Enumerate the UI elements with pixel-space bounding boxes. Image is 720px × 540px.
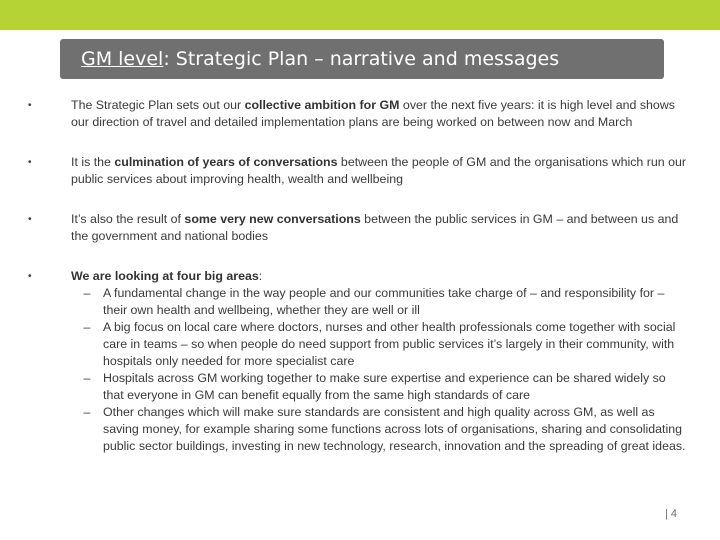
- sub-bullet-text: Hospitals across GM working together to make sure expertise and experience can be shared widely so that everyone in GM can benefit equally from the same high standards of care: [103, 371, 666, 402]
- bullet-text-pre: It’s also the result of: [71, 212, 185, 226]
- bullet-text-bold: collective ambition for GM: [244, 98, 400, 112]
- bullet-text: [71, 154, 688, 188]
- bullet-marker: •: [28, 271, 32, 282]
- sub-bullet-item: [71, 370, 688, 404]
- bullet-marker: •: [28, 214, 32, 225]
- sub-bullet-dash: –: [83, 405, 91, 419]
- bullet-text-post: between the people of GM and the organisations which run our public services about improving health, wealth and wellbeing: [71, 155, 687, 186]
- sub-bullet-dash: –: [83, 371, 91, 385]
- bullet-text-post: over the next five years: it is high level and shows our direction of travel and detailed implementation plans are being worked on between now and March: [71, 98, 675, 129]
- bullet-item: [28, 211, 688, 245]
- bullet-text-pre: The Strategic Plan sets out our: [71, 98, 245, 112]
- bullet-text: [71, 97, 688, 131]
- bullet-text-bold: some very new conversations: [184, 212, 361, 226]
- bullet-text-pre: It is the: [71, 155, 115, 169]
- slide-title: [81, 48, 559, 70]
- bullet-item: [28, 97, 688, 131]
- title-rest: : Strategic Plan – narrative and messages: [163, 48, 560, 70]
- sub-bullet-text: Other changes which will make sure standards are consistent and high quality across GM, as well as saving money, for example sharing some functions across lots of organisations, sharing and consolidating public sector buildings, investing in new technology, research, innovation and the spreading of great ideas.: [103, 405, 686, 453]
- sub-bullet-item: [71, 404, 688, 455]
- bullet-text-post: :: [258, 269, 263, 283]
- sub-bullet-item: [71, 319, 688, 370]
- top-accent-bar: [0, 0, 720, 30]
- sub-bullet-dash: –: [83, 286, 91, 300]
- bullet-text: [71, 268, 688, 455]
- sub-bullet-dash: –: [83, 320, 91, 334]
- page-number: | 4: [664, 508, 677, 520]
- sub-bullet-list: [71, 285, 688, 455]
- bullet-text-post: between the public services in GM – and between us and the government and national bodies: [71, 212, 679, 243]
- sub-bullet-text: A fundamental change in the way people and our communities take charge of – and responsibility for – their own health and wellbeing, whether they are well or ill: [103, 286, 665, 317]
- bullet-text-bold: culmination of years of conversations: [114, 155, 338, 169]
- bullet-text: [71, 211, 688, 245]
- title-level: GM level: [81, 48, 164, 70]
- bullet-item: [28, 154, 688, 188]
- sub-bullet-item: [71, 285, 688, 319]
- bullet-text-bold: We are looking at four big areas: [71, 269, 259, 283]
- sub-bullet-text: A big focus on local care where doctors, nurses and other health professionals come together with social care in teams – so when people do need support from public services it’s largely in their community, with hospitals only needed for more specialist care: [103, 320, 676, 368]
- bullet-item: [28, 268, 688, 455]
- bullet-marker: •: [28, 157, 32, 168]
- bullet-list: [28, 97, 688, 455]
- bullet-marker: •: [28, 100, 32, 111]
- title-banner: [60, 39, 664, 79]
